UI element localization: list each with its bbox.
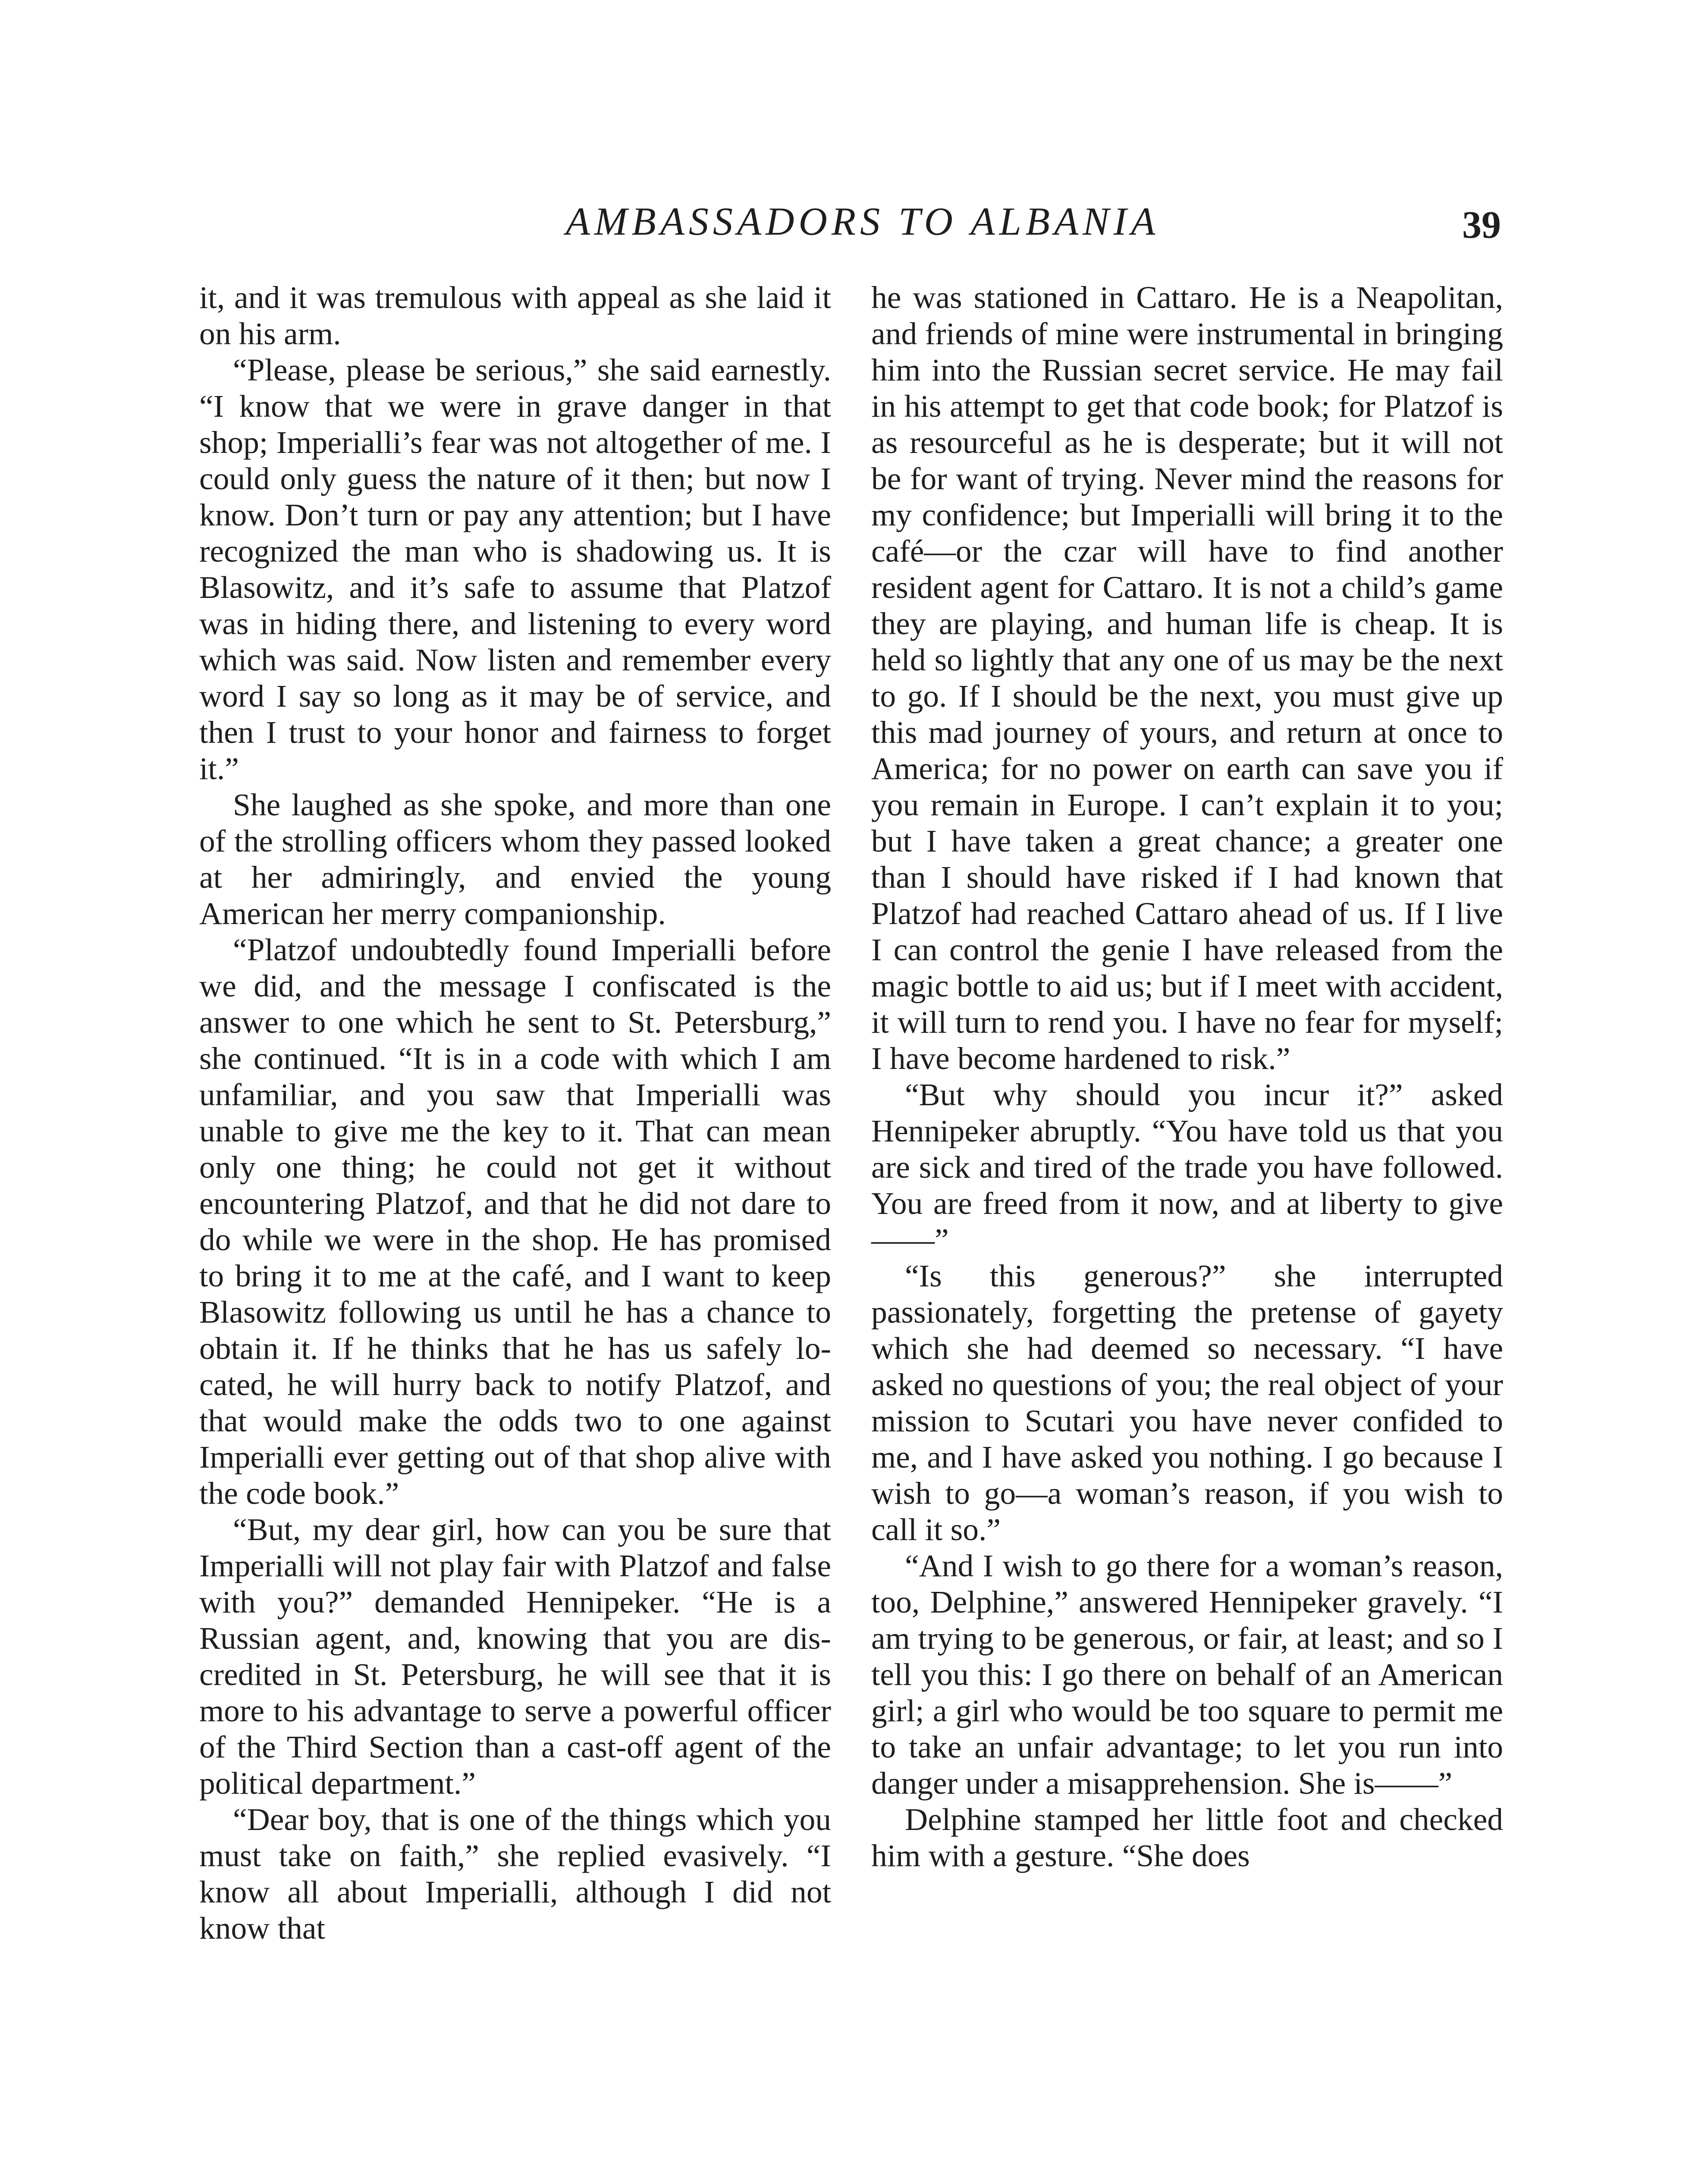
paragraph: “But why should you incur it?” asked Hennipeker abruptly. “You have told us that you are sick and tired of the trade you have followed. You are freed from it now, and at liberty to give——” [871, 1077, 1503, 1257]
paragraph: “Platzof undoubtedly found Imperialli before we did, and the message I confiscated is the answer to one which he sent to St. Petersburg,” she continued. “It is in a code with which I am unfamiliar, and you saw that Imperialli was unable to give me the key to it. That can mean only one thing; he could not get it without encountering Platzof, and that he did not dare to do while we were in the shop. He has promised to bring it to me at the café, and I want to keep Blasowitz following us until he has a chance to obtain it. If he thinks that he has us safely located, he will hurry back to notify Platzof, and that would make the odds two to one against Imperialli ever getting out of that shop alive with the code book.” [199, 932, 831, 1511]
paragraph: he was stationed in Cattaro. He is a Neapolitan, and friends of mine were instrumental in bringing him into the Russian secret service. He may fail in his attempt to get that code book; for Platzof is as resourceful as he is desperate; but it will not be for want of trying. Never mind the reasons for my confidence; but Imperialli will bring it to the café—or the czar will have to find another resident agent for Cattaro. It is not a child’s game they are playing, and human life is cheap. It is held so lightly that any one of us may be the next to go. If I should be the next, you must give up this mad journey of yours, and return at once to America; for no power on earth can save you if you remain in Europe. I can’t explain it to you; but I have taken a great chance; a greater one than I should have risked if I had known that Platzof had reached Cattaro ahead of us. If I live I can control the genie I have released from the magic bottle to aid us; but if I meet with accident, it will turn to rend you. I have no fear for myself; I have become hardened to risk.” [871, 280, 1503, 1076]
paragraph: “Dear boy, that is one of the things which you must take on faith,” she replied evasively. “I know all about Imperialli, although I did not know that [199, 1802, 831, 1946]
left-text-column [199, 280, 831, 1946]
running-header-title: AMBASSADORS TO ALBANIA [565, 199, 1160, 243]
paragraph: “And I wish to go there for a woman’s reason, too, Delphine,” answered Hennipeker gravely. “I am trying to be generous, or fair, at least; and so I tell you this: I go there on behalf of an American girl; a girl who would be too square to permit me to take an unfair advantage; to let you run into danger under a misapprehension. She is——” [871, 1548, 1503, 1801]
paragraph: it, and it was tremulous with appeal as she laid it on his arm. [199, 280, 831, 351]
paragraph: She laughed as she spoke, and more than one of the strolling officers whom they passed looked at her admiringly, and envied the young American her merry companionship. [199, 787, 831, 931]
right-text-column [871, 280, 1503, 1874]
page-number: 39 [1462, 204, 1501, 246]
paragraph: “But, my dear girl, how can you be sure that Imperialli will not play fair with Platzof and false with you?” demanded Hennipeker. “He is a Russian agent, and, knowing that you are discredited in St. Petersburg, he will see that it is more to his advantage to serve a powerful officer of the Third Section than a cast-off agent of the political department.” [199, 1512, 831, 1801]
paragraph: “Is this generous?” she interrupted passionately, forgetting the pretense of gayety which she had deemed so necessary. “I have asked no questions of you; the real object of your mission to Scutari you have never confided to me, and I have asked you nothing. I go because I wish to go—a woman’s reason, if you wish to call it so.” [871, 1258, 1503, 1547]
paragraph: “Please, please be serious,” she said earnestly. “I know that we were in grave danger in that shop; Imperialli’s fear was not altogether of me. I could only guess the nature of it then; but now I know. Don’t turn or pay any attention; but I have recognized the man who is shadowing us. It is Blasowitz, and it’s safe to assume that Platzof was in hiding there, and listening to every word which was said. Now listen and remember every word I say so long as it may be of service, and then I trust to your honor and fairness to forget it.” [199, 352, 831, 786]
paragraph: Delphine stamped her little foot and checked him with a gesture. “She does [871, 1802, 1503, 1873]
